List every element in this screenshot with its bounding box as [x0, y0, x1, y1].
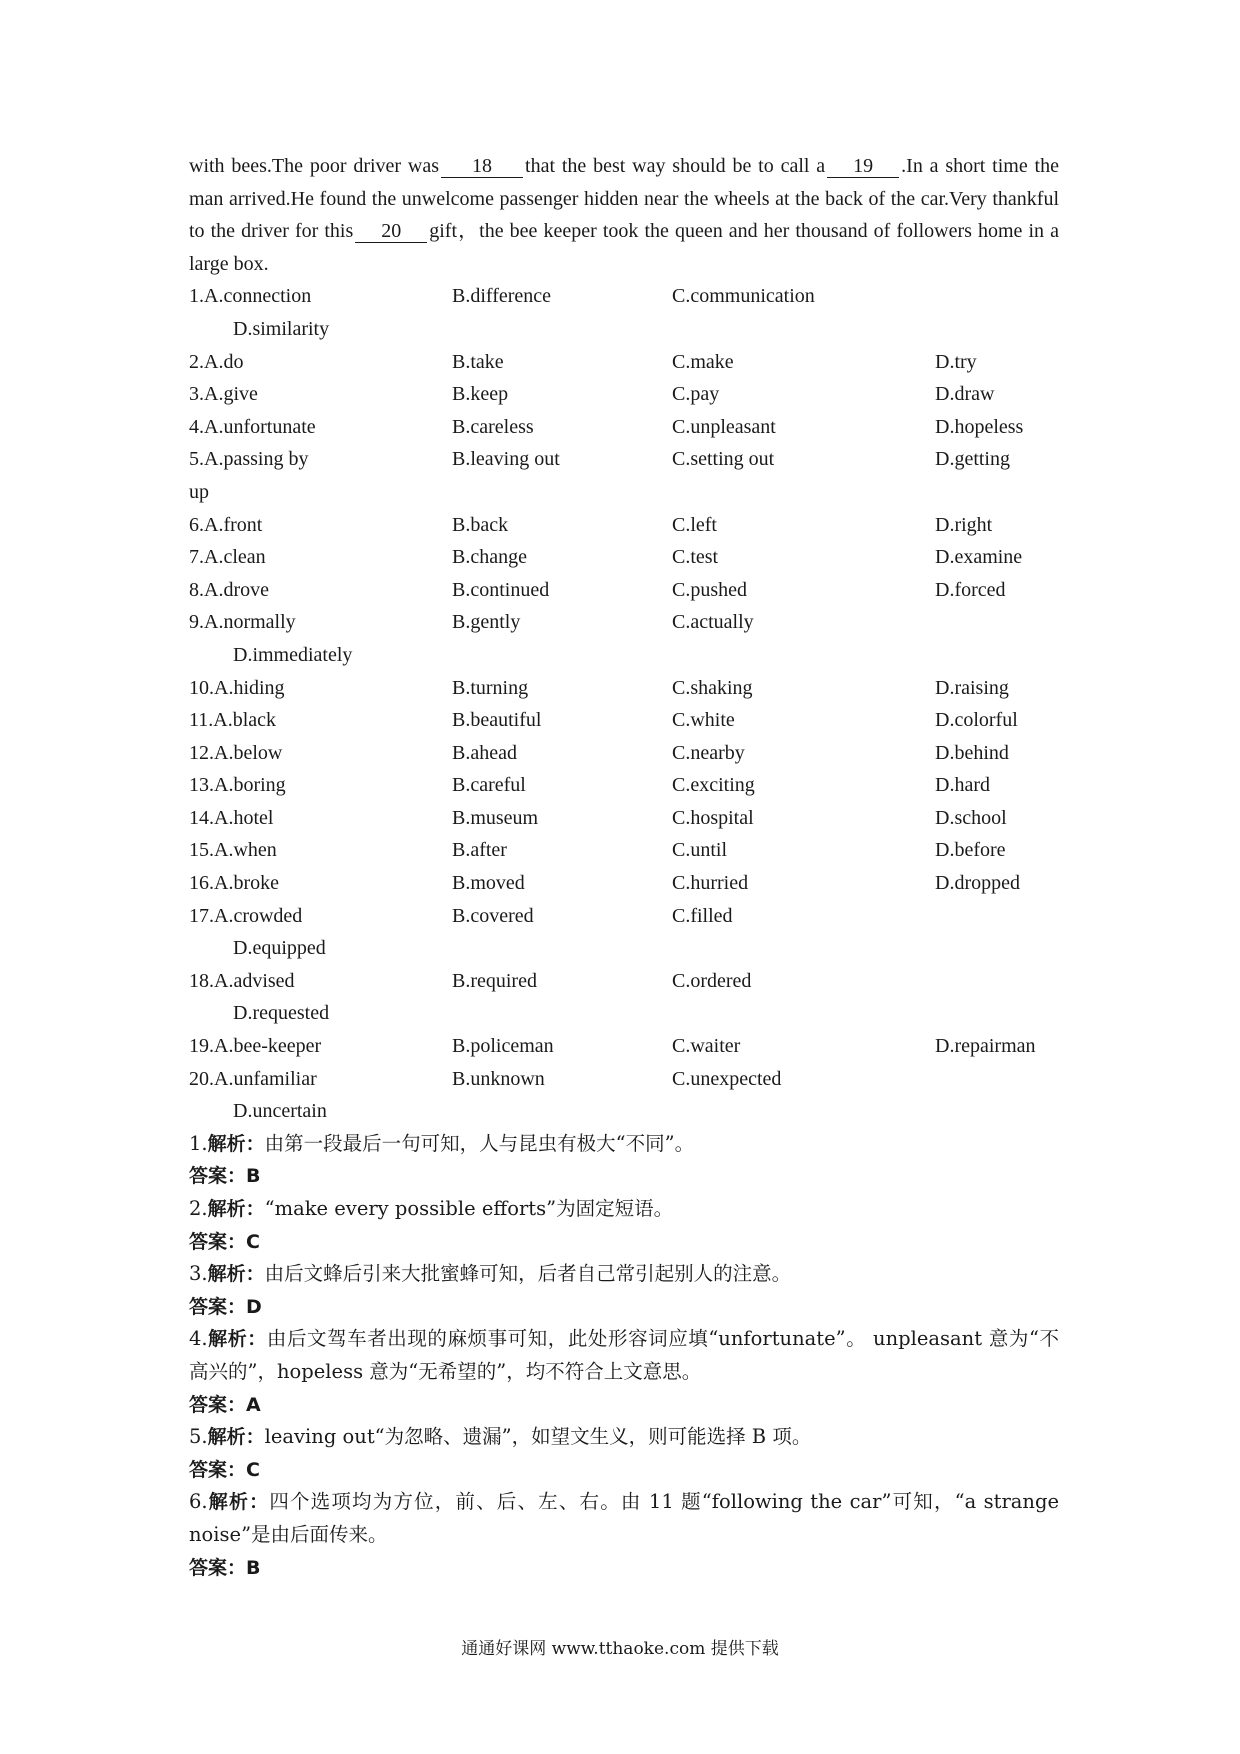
blank-20: 20	[355, 220, 427, 243]
passage-text-3: .In a short time the man arrived.He found the unwelcome passenger hidden near the wheels at the back of the car.Very thankful to the driver for this	[189, 155, 1059, 243]
option-row-4	[189, 411, 1059, 444]
option-b: B.change	[452, 546, 527, 569]
option-row-3	[189, 378, 1059, 411]
option-row-9	[189, 606, 1059, 639]
option-d: D.raising	[935, 676, 1009, 699]
option-c: C.white	[672, 709, 735, 732]
option-d: D.right	[935, 513, 993, 536]
passage-text-2: that the best way should be to call a	[525, 155, 826, 177]
answer-value: C	[246, 1458, 260, 1481]
option-b: B.covered	[452, 904, 534, 927]
option-a: 4.A.unfortunate	[189, 415, 316, 438]
option-a: 10.A.hiding	[189, 676, 285, 699]
page-footer: 通通好课网 www.tthaoke.com 提供下载	[461, 1639, 779, 1659]
option-c: C.hospital	[672, 806, 754, 829]
answer-label: 答案：	[189, 1393, 247, 1416]
option-c: C.make	[672, 350, 734, 373]
option-d-wrapped: D.equipped	[233, 937, 326, 960]
option-a: 2.A.do	[189, 350, 244, 373]
explanation-label: 解析：	[207, 1198, 265, 1220]
answer-2	[189, 1226, 1059, 1259]
blank-19: 19	[827, 155, 899, 178]
answer-value: A	[246, 1393, 261, 1416]
option-row-6	[189, 509, 1059, 542]
option-row-14	[189, 802, 1059, 835]
explanation-5	[189, 1421, 1059, 1454]
option-d: D.colorful	[935, 709, 1018, 732]
option-b: B.museum	[452, 806, 539, 829]
option-b: B.moved	[452, 872, 525, 895]
passage-paragraph	[189, 150, 1059, 280]
answer-value: B	[246, 1165, 261, 1188]
option-d-wrapped: D.uncertain	[233, 1100, 327, 1123]
option-row-11	[189, 704, 1059, 737]
option-a: 9.A.normally	[189, 611, 296, 634]
answer-value: B	[246, 1556, 261, 1579]
explanation-1	[189, 1128, 1059, 1161]
option-b: B.after	[452, 839, 507, 862]
option-d: D.forced	[935, 578, 1006, 601]
option-b: B.gently	[452, 611, 521, 634]
option-a: 11.A.black	[189, 709, 277, 732]
option-d: D.examine	[935, 546, 1023, 569]
option-a: 19.A.bee-keeper	[189, 1035, 322, 1058]
option-d-wrapped: D.similarity	[233, 317, 330, 340]
option-b: B.keep	[452, 383, 509, 406]
answer-6	[189, 1552, 1059, 1585]
explanation-number: 5.	[189, 1425, 208, 1449]
explanation-text: 由后文蜂后引来大批蜜蜂可知，后者自己常引起别人的注意。	[264, 1262, 792, 1286]
answer-label: 答案：	[189, 1230, 247, 1253]
blank-18: 18	[441, 155, 523, 178]
option-a: 20.A.unfamiliar	[189, 1067, 317, 1090]
option-b: B.careful	[452, 774, 526, 797]
option-c: C.left	[672, 513, 717, 536]
explanation-number: 1.	[189, 1131, 208, 1155]
option-b: B.required	[452, 969, 537, 992]
option-c: C.shaking	[672, 676, 753, 699]
option-row-15	[189, 834, 1059, 867]
explanation-label: 解析：	[207, 1328, 267, 1351]
option-d: D.school	[935, 806, 1007, 829]
passage-text-1: with bees.The poor driver was	[189, 155, 440, 177]
option-b: B.ahead	[452, 741, 517, 764]
option-b: B.back	[452, 513, 509, 536]
option-d-wrapped: D.immediately	[233, 643, 353, 666]
explanation-number: 2.	[189, 1197, 208, 1220]
explanation-number: 3.	[189, 1262, 208, 1286]
option-b: B.difference	[452, 285, 552, 308]
explanation-text: 由后文驾车者出现的麻烦事可知，此处形容词应填“unfortunate”。 unpleasant 意为“不高兴的”，hopeless 意为“无希望的”，均不符合上文意思。	[189, 1327, 1059, 1383]
option-a: 18.A.advised	[189, 969, 295, 992]
option-d: D.try	[935, 350, 977, 373]
options-list	[189, 280, 1059, 1127]
option-a: 15.A.when	[189, 839, 277, 862]
explanation-4	[189, 1323, 1059, 1388]
option-a: 12.A.below	[189, 741, 283, 764]
option-b: B.leaving out	[452, 448, 560, 471]
answer-label: 答案：	[189, 1165, 247, 1188]
option-c: C.ordered	[672, 969, 752, 992]
option-row-16	[189, 867, 1059, 900]
option-d: D.repairman	[935, 1035, 1036, 1058]
option-b: B.turning	[452, 676, 529, 699]
explanation-text: 四个选项均为方位，前、后、左、右。由 11 题“following the car”可知，“a strange noise”是由后面传来。	[189, 1490, 1059, 1546]
answer-1	[189, 1160, 1059, 1193]
explanation-2	[189, 1193, 1059, 1226]
option-c: C.test	[672, 546, 719, 569]
option-c: C.until	[672, 839, 728, 862]
option-row-17	[189, 900, 1059, 933]
option-c: C.hurried	[672, 872, 749, 895]
option-b: B.take	[452, 350, 504, 373]
answer-label: 答案：	[189, 1458, 247, 1481]
explanation-label: 解析：	[207, 1491, 270, 1514]
option-a: 6.A.front	[189, 513, 263, 536]
option-d: D.before	[935, 839, 1006, 862]
option-row-5	[189, 443, 1059, 476]
option-row-13	[189, 769, 1059, 802]
option-a: 7.A.clean	[189, 546, 266, 569]
option-b: B.careless	[452, 415, 534, 438]
option-d-continuation: up	[189, 480, 209, 503]
option-a: 8.A.drove	[189, 578, 269, 601]
option-c: C.exciting	[672, 774, 755, 797]
option-d: D.hard	[935, 774, 990, 797]
option-a: 3.A.give	[189, 383, 258, 406]
answer-value: D	[246, 1295, 262, 1318]
option-d-wrapped: D.requested	[233, 1002, 330, 1025]
answer-label: 答案：	[189, 1556, 247, 1579]
option-c: C.filled	[672, 904, 733, 927]
explanation-number: 6.	[189, 1490, 208, 1514]
option-c: C.communication	[672, 285, 815, 308]
option-c: C.waiter	[672, 1035, 741, 1058]
option-row-12	[189, 737, 1059, 770]
option-c: C.unpleasant	[672, 415, 776, 438]
option-b: B.policeman	[452, 1035, 554, 1058]
option-d: D.draw	[935, 383, 995, 406]
answer-3	[189, 1291, 1059, 1324]
option-c: C.pay	[672, 383, 720, 406]
explanation-3	[189, 1258, 1059, 1291]
option-d: D.getting	[935, 448, 1010, 471]
option-a: 16.A.broke	[189, 872, 279, 895]
answer-label: 答案：	[189, 1295, 247, 1318]
option-d: D.hopeless	[935, 415, 1024, 438]
option-row-10	[189, 672, 1059, 705]
option-c: C.nearby	[672, 741, 745, 764]
option-c: C.setting out	[672, 448, 775, 471]
explanation-text: “make every possible efforts”为固定短语。	[264, 1197, 674, 1220]
explanation-text: 由第一段最后一句可知，人与昆虫有极大“不同”。	[264, 1131, 695, 1155]
option-row-2	[189, 346, 1059, 379]
option-a: 5.A.passing by	[189, 448, 309, 471]
option-b: B.unknown	[452, 1067, 545, 1090]
option-b: B.continued	[452, 578, 550, 601]
explanation-6	[189, 1486, 1059, 1551]
explanation-label: 解析：	[207, 1132, 265, 1155]
option-d: D.behind	[935, 741, 1009, 764]
option-row-1	[189, 280, 1059, 313]
explanation-number: 4.	[189, 1327, 208, 1351]
passage-text-4: gift，the bee keeper took the queen and her thousand of followers home in a large box.	[189, 220, 1059, 275]
option-row-8	[189, 574, 1059, 607]
explanation-label: 解析：	[207, 1263, 265, 1286]
option-b: B.beautiful	[452, 709, 542, 732]
answers-section	[189, 1128, 1059, 1584]
option-row-20	[189, 1063, 1059, 1096]
explanation-text: leaving out“为忽略、遗漏”，如望文生义，则可能选择 B 项。	[264, 1425, 812, 1449]
option-d: D.dropped	[935, 872, 1020, 895]
option-c: C.unexpected	[672, 1067, 782, 1090]
option-row-18	[189, 965, 1059, 998]
option-a: 17.A.crowded	[189, 904, 303, 927]
answer-5	[189, 1454, 1059, 1487]
option-row-19	[189, 1030, 1059, 1063]
option-c: C.pushed	[672, 578, 747, 601]
answer-4	[189, 1389, 1059, 1422]
option-a: 1.A.connection	[189, 285, 312, 308]
explanation-label: 解析：	[207, 1426, 265, 1449]
document-page	[189, 150, 1059, 1584]
option-a: 13.A.boring	[189, 774, 286, 797]
option-a: 14.A.hotel	[189, 806, 274, 829]
option-row-7	[189, 541, 1059, 574]
option-c: C.actually	[672, 611, 754, 634]
answer-value: C	[246, 1230, 260, 1253]
